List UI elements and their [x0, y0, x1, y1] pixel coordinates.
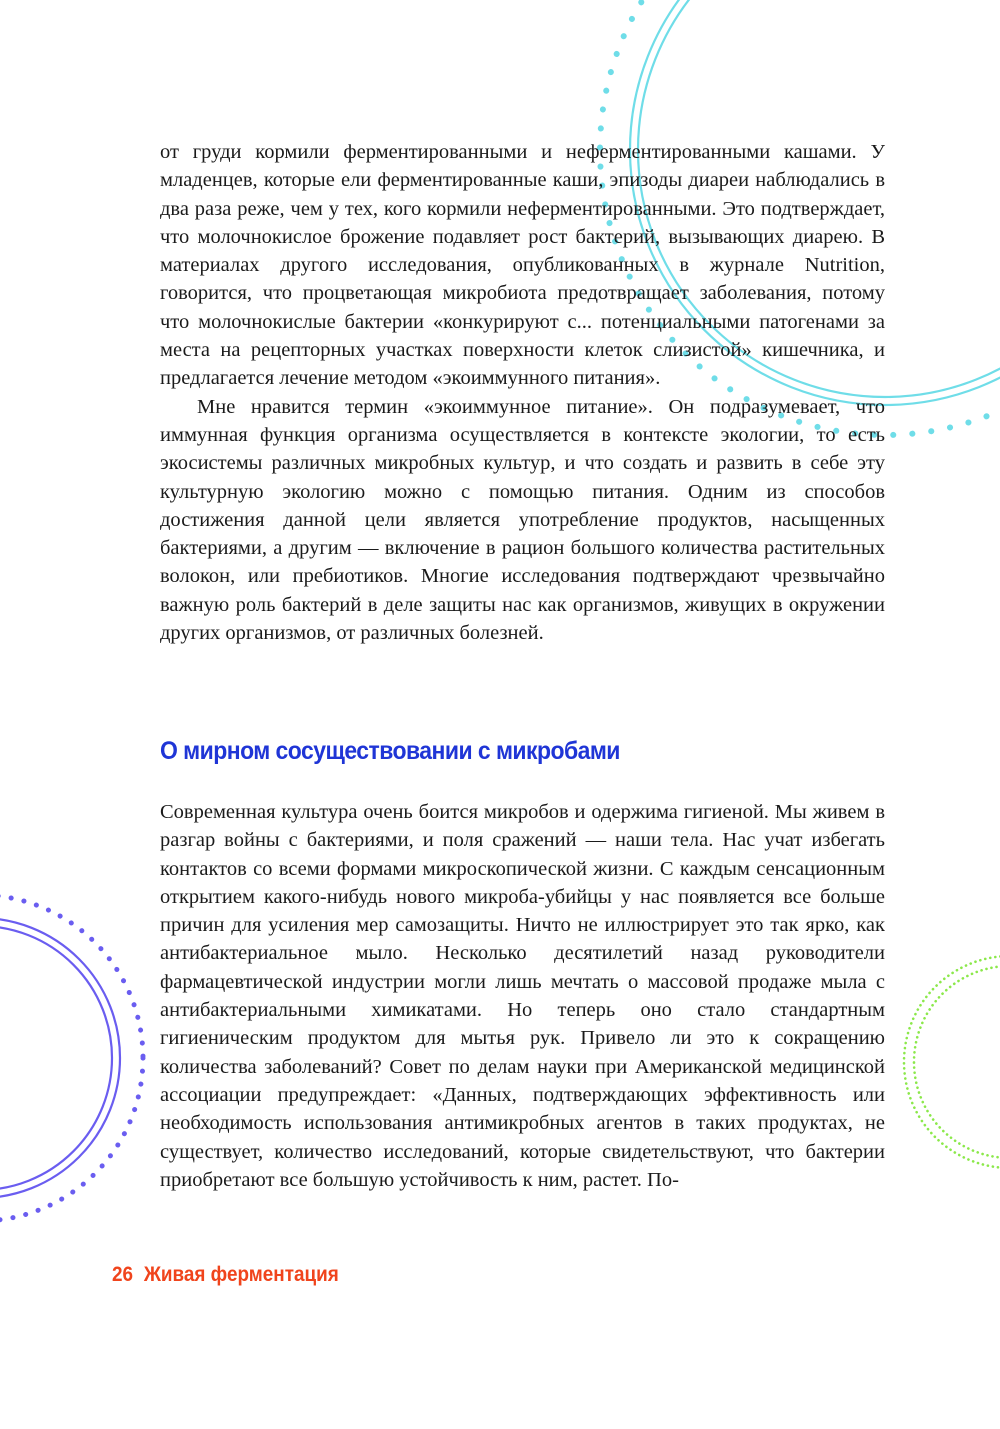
green-circle-decoration [904, 956, 1000, 1168]
book-title: Живая ферментация [143, 1263, 339, 1286]
purple-circle-decoration [0, 895, 143, 1221]
body-text-section [160, 798, 885, 1194]
paragraph-3: Современная культура очень боится микробов и одержима гигиеной. Мы живем в разгар войны с бактериями, и поля сражений — наши тела. Нас учат избегать контактов со всеми формами микроскопической жизни. С каждым сенсационным открытием какого-нибудь нового микроба-убийцы у нас появляется все больше причин для усиления мер самозащиты. Ничто не иллюстрирует это так ярко, как антибактериальное мыло. Несколько десятилетий назад руководители фармацевтической индустрии могли лишь мечтать о массовой продаже мыла с антибактериальными химикатами. Но теперь оно стало стандартным гигиеническим продуктом для мытья рук. Привело ли это к сокращению количества заболеваний? Совет по делам науки при Американской медицинской ассоциации предупреждает: «Данных, подтверждающих эффективность или необходимость использования антимикробных агентов в таких продуктах, не существует, количество исследований, которые свидетельствуют, что бактерии приобретают все большую устойчивость к ним, растет. По- [160, 801, 885, 1191]
paragraph-2: Мне нравится термин «экоиммунное питание». Он подразумевает, что иммунная функция организма осуществляется в контексте экологии, то есть экосистемы различных микробных культур, и что создать и развить в себе эту культурную экологию можно с помощью питания. Одним из способов достижения данной цели является употребление продуктов, насыщенных бактериями, а другим — включение в рацион большого количества растительных волокон, или пребиотиков. Многие исследования подтверждают чрезвычайно важную роль бактерий в деле защиты нас как организмов, живущих в окружении других организмов, от различных болезней. [160, 395, 885, 645]
paragraph-1: от груди кормили ферментированными и неферментированными кашами. У младенцев, которые ели ферментированные каши, эпизоды диареи наблюдались в два раза реже, чем у тех, кого кормили неферментированными. Это подтверждает, что молочнокислое брожение подавляет рост бактерий, вызывающих диарею. В материалах другого исследования, опубликованных в журнале Nutrition, говорится, что процветающая микробиота предотвращает заболевания, потому что молочнокислые бактерии «конкурируют с... потенциальными патогенами за места на рецепторных участках поверхности клеток слизистой» кишечника, и предлагается лечение методом «экоиммунного питания». [160, 141, 885, 390]
page-number: 26 [112, 1263, 134, 1286]
section-heading: О мирном сосуществовании с микробами [160, 737, 620, 765]
page-footer [112, 1263, 339, 1287]
body-text-top [160, 138, 885, 647]
